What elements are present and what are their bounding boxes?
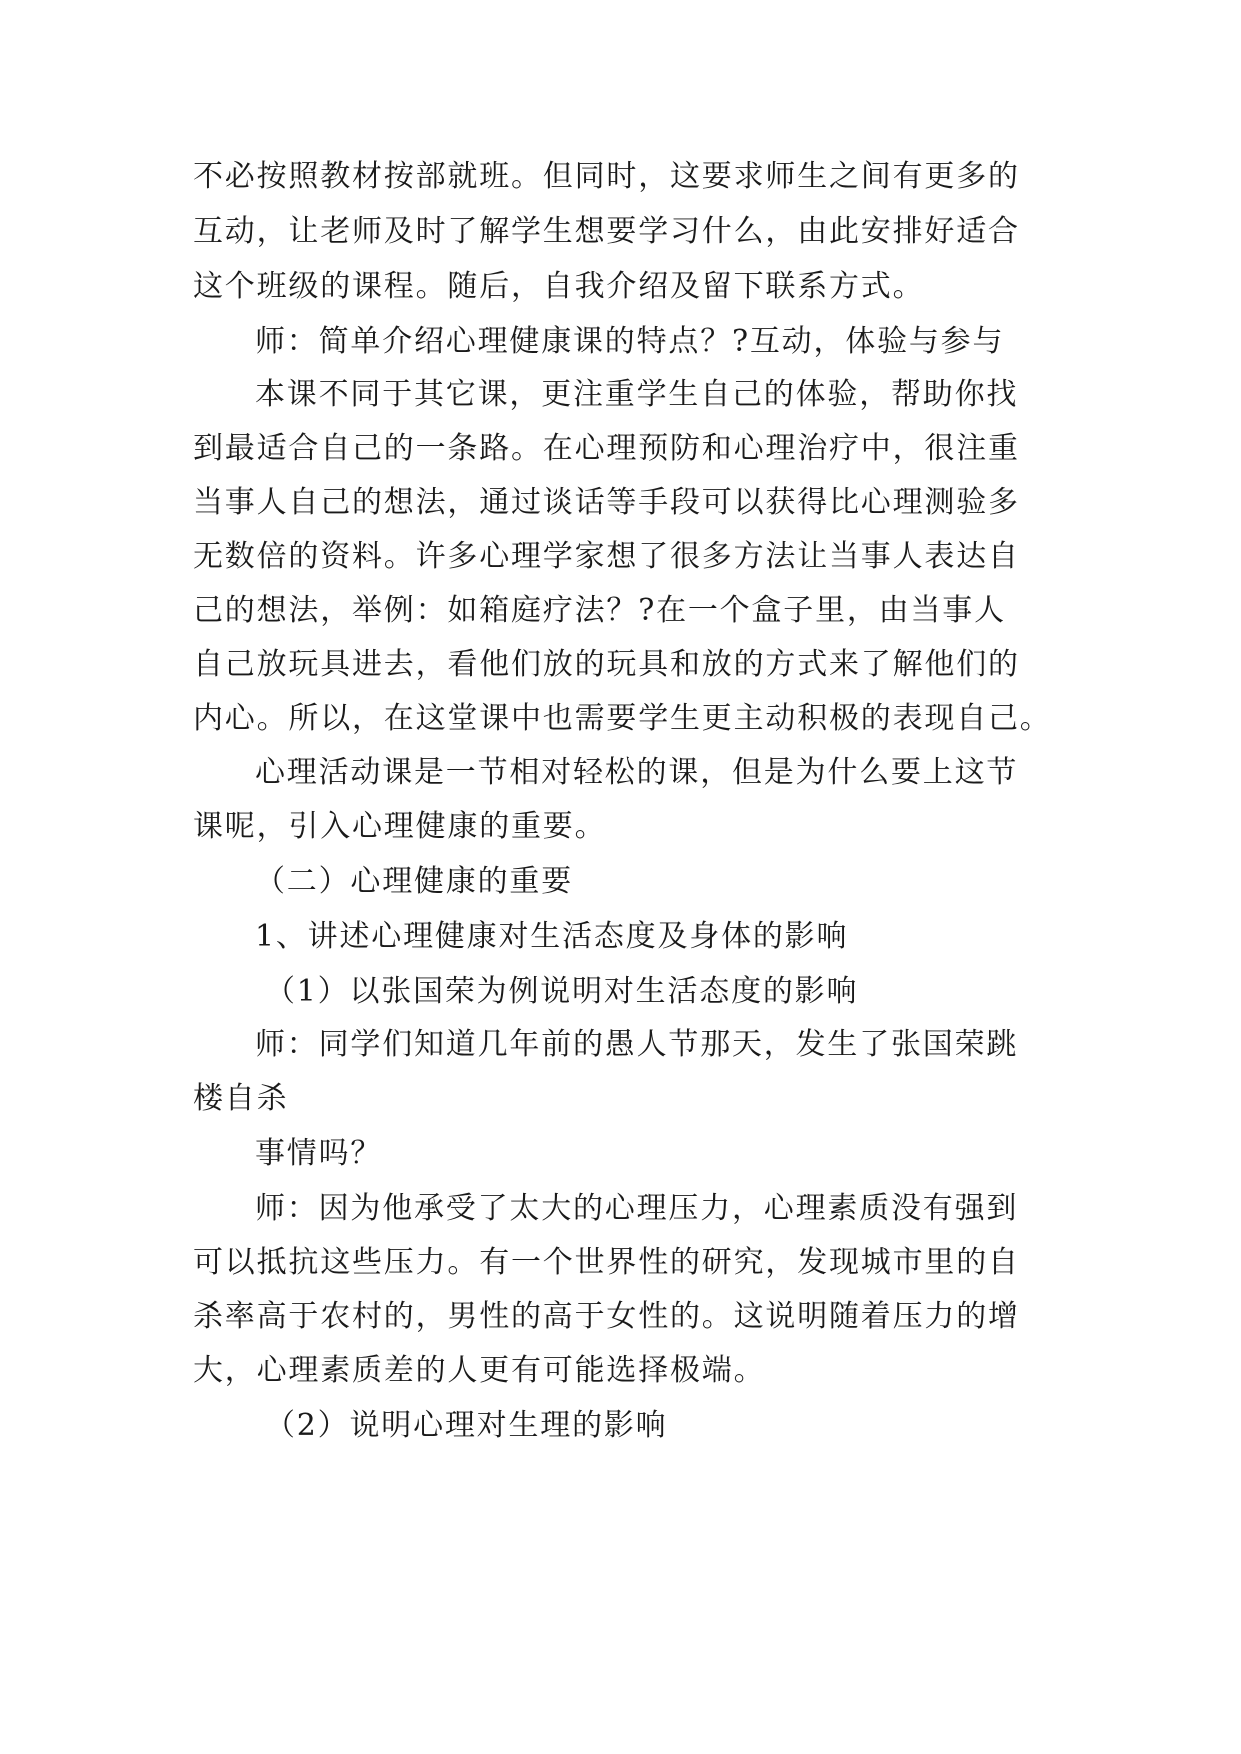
text-line: 自己放玩具进去，看他们放的玩具和放的方式来了解他们的 — [193, 647, 1020, 682]
text-line: 课呢，引入心理健康的重要。 — [193, 809, 607, 844]
text-line: 大，心理素质差的人更有可能选择极端。 — [193, 1353, 766, 1388]
text-line: 内心。所以，在这堂课中也需要学生更主动积极的表现自己。 — [193, 701, 1052, 736]
text-line: 不必按照教材按部就班。但同时，这要求师生之间有更多的 — [193, 159, 1020, 194]
text-line: 师：同学们知道几年前的愚人节那天，发生了张国荣跳 — [255, 1027, 1019, 1062]
text-line: 师：因为他承受了太大的心理压力，心理素质没有强到 — [255, 1191, 1019, 1226]
section-heading: （二）心理健康的重要 — [255, 864, 573, 899]
text-line: 楼自杀 — [193, 1081, 289, 1116]
text-line: 当事人自己的想法，通过谈话等手段可以获得比心理测验多 — [193, 485, 1020, 520]
text-line: 无数倍的资料。许多心理学家想了很多方法让当事人表达自 — [193, 539, 1020, 574]
text-line: 互动，让老师及时了解学生想要学习什么，由此安排好适合 — [193, 214, 1020, 249]
text-line: 师：简单介绍心理健康课的特点？?互动，体验与参与 — [255, 324, 1005, 359]
subsection-heading: （2）说明心理对生理的影响 — [265, 1408, 668, 1443]
subsection-heading: 1、讲述心理健康对生活态度及身体的影响 — [255, 919, 849, 954]
text-line: 事情吗？ — [255, 1136, 383, 1171]
text-line: 己的想法，举例：如箱庭疗法？?在一个盒子里，由当事人 — [193, 593, 1006, 628]
text-line: 可以抵抗这些压力。有一个世界性的研究，发现城市里的自 — [193, 1245, 1020, 1280]
text-line: 心理活动课是一节相对轻松的课，但是为什么要上这节 — [255, 755, 1019, 790]
text-line: 杀率高于农村的，男性的高于女性的。这说明随着压力的增 — [193, 1299, 1020, 1334]
text-line: 本课不同于其它课，更注重学生自己的体验，帮助你找 — [255, 377, 1019, 412]
text-line: 到最适合自己的一条路。在心理预防和心理治疗中，很注重 — [193, 431, 1020, 466]
subsection-heading: （1）以张国荣为例说明对生活态度的影响 — [265, 974, 859, 1009]
text-line: 这个班级的课程。随后，自我介绍及留下联系方式。 — [193, 269, 925, 304]
